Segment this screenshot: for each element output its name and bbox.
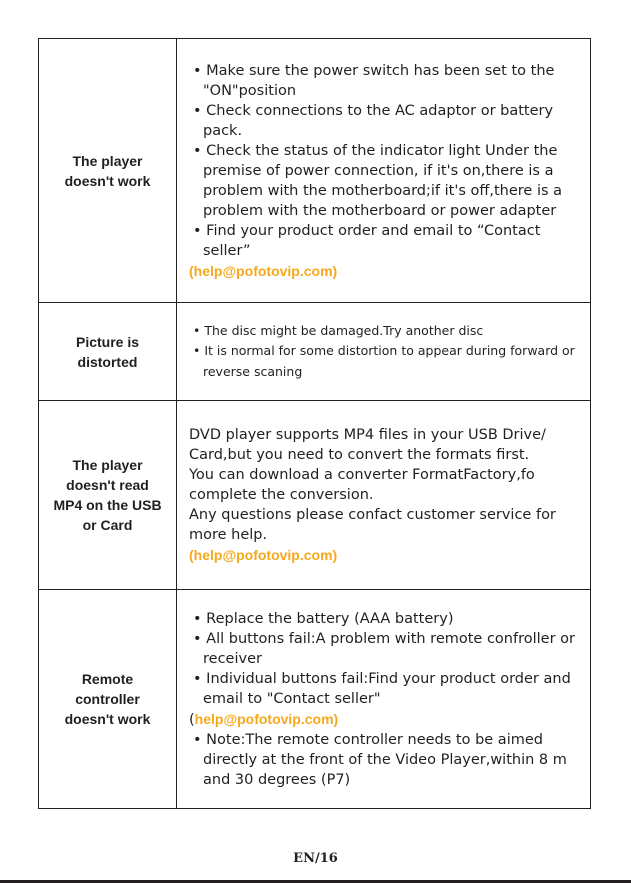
table-row bbox=[39, 303, 590, 401]
solution-cell bbox=[177, 303, 590, 400]
solution-line: Card,but you need to convert the formats first. bbox=[189, 447, 530, 463]
troubleshooting-table bbox=[38, 38, 591, 809]
solution-cell bbox=[177, 39, 590, 302]
support-email-line bbox=[189, 709, 584, 730]
solution-item: • Replace the battery (AAA battery) bbox=[193, 610, 454, 627]
solution-line: more help. bbox=[189, 527, 268, 543]
solution-cell bbox=[177, 590, 590, 808]
table-row bbox=[39, 590, 590, 808]
issue-label: The player doesn't work bbox=[64, 152, 151, 189]
issue-cell bbox=[39, 590, 177, 808]
solution-item: • Individual buttons fail:Find your product order and email to "Contact seller" bbox=[193, 670, 571, 707]
email-paren: ( bbox=[189, 711, 195, 728]
solution-item: • Check the status of the indicator light Under the premise of power connection, if it's on,there is a problem with the motherboard;if it's off,there is a problem with the motherboard or power adapter bbox=[193, 142, 563, 219]
solution-item: • Find your product order and email to “Contact seller” bbox=[193, 222, 541, 259]
solution-item: • All buttons fail:A problem with remote confroller or receiver bbox=[193, 630, 575, 667]
support-email: (help@pofotovip.com) bbox=[189, 547, 338, 563]
issue-cell bbox=[39, 303, 177, 400]
solution-item: • Note:The remote controller needs to be aimed directly at the front of the Video Player,within 8 m and 30 degrees (P7) bbox=[193, 731, 567, 788]
issue-cell bbox=[39, 39, 177, 302]
solution-line: Any questions please confact customer service for bbox=[189, 507, 556, 523]
solution-item: • Check connections to the AC adaptor or battery pack. bbox=[193, 102, 554, 139]
solution-item: • The disc might be damaged.Try another disc bbox=[193, 322, 484, 338]
issue-label: Remote controller doesn't work bbox=[64, 671, 151, 727]
solution-line: You can download a converter FormatFactory,fo bbox=[189, 467, 535, 483]
issue-cell bbox=[39, 401, 177, 589]
solution-line: complete the conversion. bbox=[189, 487, 374, 503]
issue-label: Picture is distorted bbox=[75, 333, 140, 370]
solution-line: DVD player supports MP4 files in your USB Drive/ bbox=[189, 427, 546, 443]
issue-label: The player doesn't read MP4 on the USB or Card bbox=[53, 457, 162, 533]
support-email: (help@pofotovip.com) bbox=[189, 262, 338, 279]
table-row bbox=[39, 401, 590, 590]
solution-item: • Make sure the power switch has been set to the "ON"position bbox=[193, 62, 555, 99]
support-email: help@pofotovip.com) bbox=[194, 710, 339, 727]
table-row bbox=[39, 39, 590, 303]
solution-item: • It is normal for some distortion to appear during forward or reverse scaning bbox=[193, 343, 575, 379]
solution-cell bbox=[177, 401, 590, 589]
page-number: EN/16 bbox=[293, 851, 338, 866]
